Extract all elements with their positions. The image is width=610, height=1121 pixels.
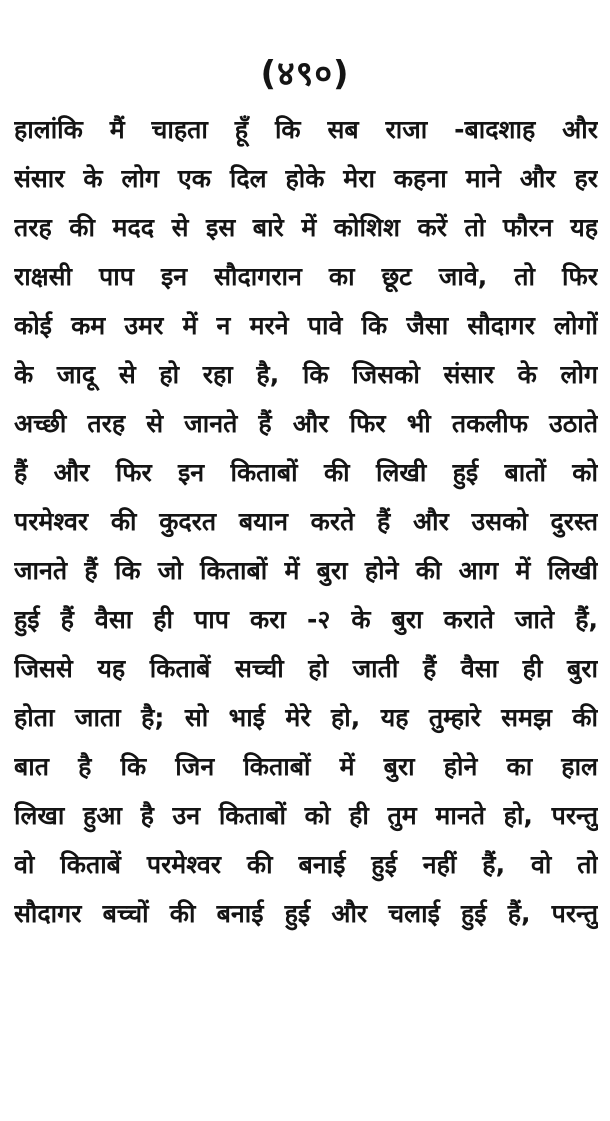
text-line: हुई हैं वैसा ही पाप करा -२ के बुरा कराते जाते हैं, <box>14 605 598 634</box>
text-line: परमेश्वर की कुदरत बयान करते हैं और उसको दुरस्त <box>14 507 598 536</box>
text-line: राक्षसी पाप इन सौदागरान का छूट जावे, तो फिर <box>14 262 598 291</box>
text-line: सौदागर बच्चों की बनाई हुई और चलाई हुई हैं, परन्तु <box>14 899 598 928</box>
text-line: हालांकि मैं चाहता हूँ कि सब राजा -बादशाह और <box>14 115 598 144</box>
text-line: तरह की मदद से इस बारे में कोशिश करें तो फौरन यह <box>14 213 598 242</box>
text-line: जिससे यह किताबें सच्ची हो जाती हैं वैसा ही बुरा <box>14 654 598 683</box>
text-line: होता जाता है; सो भाई मेरे हो, यह तुम्हारे समझ की <box>14 703 598 732</box>
text-line: कोई कम उमर में न मरने पावे कि जैसा सौदागर लोगों <box>14 311 598 340</box>
text-line: जानते हैं कि जो किताबों में बुरा होने की आग में लिखी <box>14 556 598 585</box>
text-line: वो किताबें परमेश्वर की बनाई हुई नहीं हैं, वो तो <box>14 850 598 879</box>
text-line: अच्छी तरह से जानते हैं और फिर भी तकलीफ उठाते <box>14 409 598 438</box>
body-text <box>14 105 598 938</box>
text-line: हैं और फिर इन किताबों की लिखी हुई बातों को <box>14 458 598 487</box>
text-line: बात है कि जिन किताबों में बुरा होने का हाल <box>14 752 598 781</box>
text-line: संसार के लोग एक दिल होके मेरा कहना माने और हर <box>14 164 598 193</box>
text-line: लिखा हुआ है उन किताबों को ही तुम मानते हो, परन्तु <box>14 801 598 830</box>
page-number: (४९०) <box>260 54 350 94</box>
text-line: के जादू से हो रहा है, कि जिसको संसार के लोग <box>14 360 598 389</box>
